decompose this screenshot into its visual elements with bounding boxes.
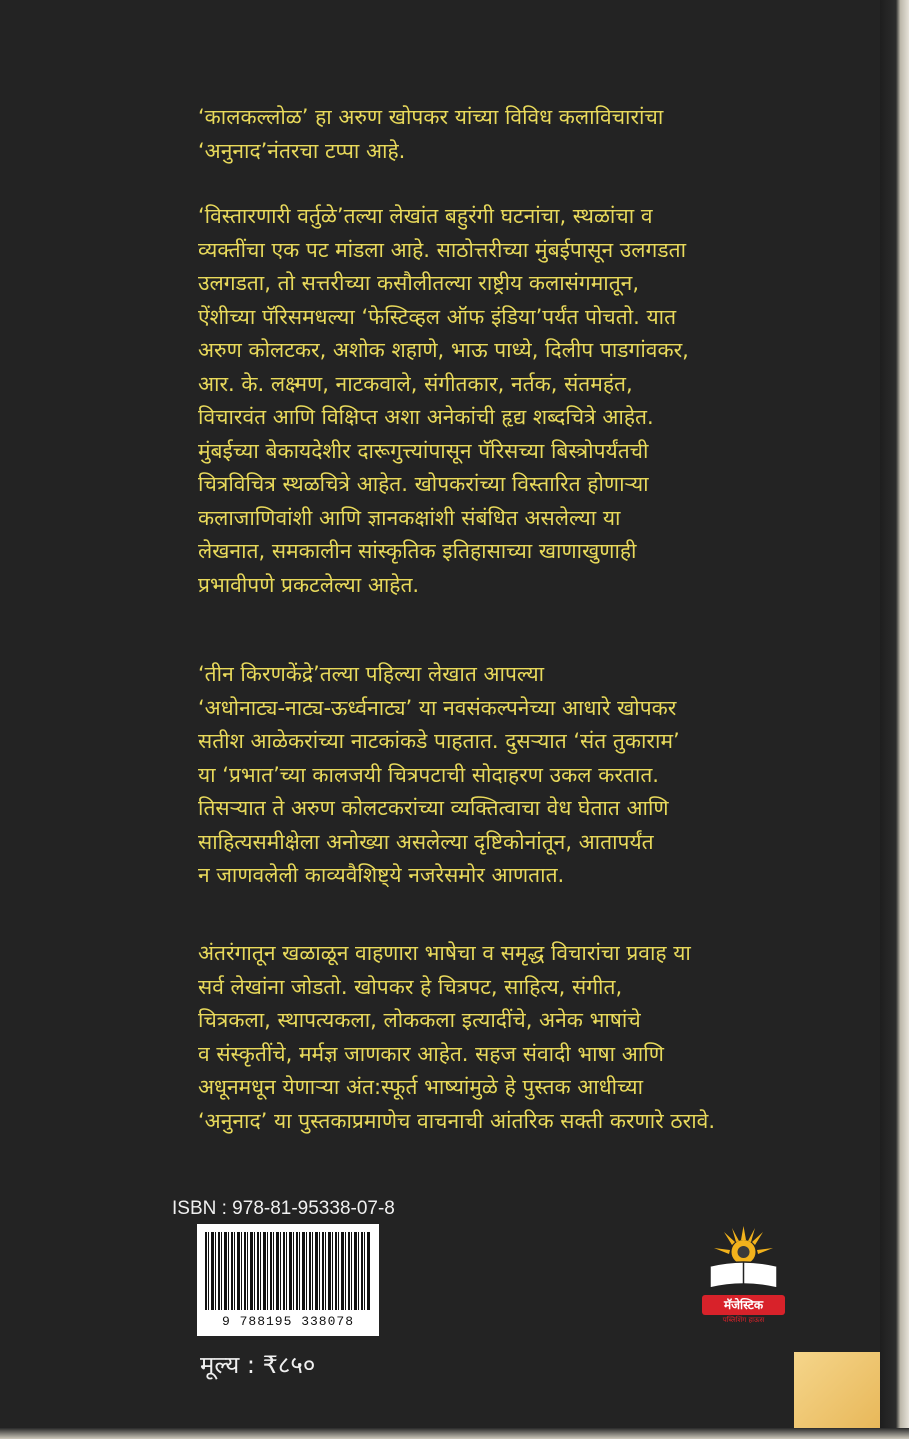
publisher-subtitle: पब्लिशिंग हाऊस	[722, 1316, 765, 1324]
blurb-paragraph-1: ‘कालकल्लोळ’ हा अरुण खोपकर यांच्या विविध कलाविचारांचा ‘अनुनाद’नंतरचा टप्पा आहे.	[198, 105, 664, 163]
isbn-label: ISBN : 978-81-95338-07-8	[172, 1198, 395, 1219]
isbn-barcode	[197, 1224, 379, 1336]
barcode-digits: 9 788195 338078	[221, 1314, 355, 1329]
publisher-name: मॅजेस्टिक	[702, 1295, 785, 1315]
cover-bottom-edge	[0, 1428, 909, 1439]
blurb-paragraph-2: ‘विस्तारणारी वर्तुळे’तल्या लेखांत बहुरंगी घटनांचा, स्थळांचा व व्यक्तींचा एक पट मांडला आहे. साठोत्तरीच्या मुंबईपासून उलगडता उलगडता, तो सत्तरीच्या कसौलीतल्या राष्ट्रीय कलासंगमातून, ऐंशीच्या पॅरिसमधल्या ‘फेस्टिव्हल ऑफ इंडिया’पर्यंत पोचतो. यात अरुण कोलटकर, अशोक शहाणे, भाऊ पाध्ये, दिलीप पाडगांवकर, आर. के. लक्ष्मण, नाटकवाले, संगीतकार, नर्तक, संतमहंत, विचारवंत आणि विक्षिप्त अशा अनेकांची हृद्य शब्दचित्रे आहेत. मुंबईच्या बेकायदेशीर दारूगुत्त्यांपासून पॅरिसच्या बिस्त्रोपर्यंतची चित्रविचित्र स्थळचित्रे आहेत. खोपकरांच्या विस्तारित होणाऱ्या कलाजाणिवांशी आणि ज्ञानकक्षांशी संबंधित असलेल्या या लेखनात, समकालीन सांस्कृतिक इतिहासाच्या खाणाखुणाही प्रभावीपणे प्रकटलेल्या आहेत.	[198, 204, 689, 597]
sun-book-icon	[702, 1222, 785, 1294]
blurb-paragraph-3: ‘तीन किरणकेंद्रे’तल्या पहिल्या लेखात आपल्या ‘अधोनाट्य-नाट्य-ऊर्ध्वनाट्य’ या नवसंकल्पनेच्या आधारे खोपकर सतीश आळेकरांच्या नाटकांकडे पाहतात. दुसऱ्यात ‘संत तुकाराम’ या ‘प्रभात’च्या कालजयी चित्रपटाची सोदाहरण उकल करतात. तिसऱ्यात ते अरुण कोलटकरांच्या व्यक्तित्वाचा वेध घेतात आणि साहित्यसमीक्षेला अनोख्या असलेल्या दृष्टिकोनांतून, आतापर्यंत न जाणवलेली काव्यवैशिष्ट्ये नजरेसमोर आणतात.	[198, 662, 680, 887]
barcode-bars	[205, 1232, 371, 1310]
price-label: मूल्य : ₹८५०	[200, 1351, 316, 1379]
blurb-paragraph-4: अंतरंगातून खळाळून वाहणारा भाषेचा व समृद्ध विचारांचा प्रवाह या सर्व लेखांना जोडतो. खोपकर हे चित्रपट, साहित्य, संगीत, चित्रकला, स्थापत्यकला, लोककला इत्यादींचे, अनेक भाषांचे व संस्कृतींचे, मर्मज्ञ जाणकार आहेत. सहज संवादी भाषा आणि अधूनमधून येणाऱ्या अंत:स्फूर्त भाष्यांमुळे हे पुस्तक आधीच्या ‘अनुनाद’ या पुस्तकाप्रमाणेच वाचनाची आंतरिक सक्ती करणारे ठरावे.	[198, 941, 716, 1133]
publisher-logo	[702, 1222, 785, 1325]
cover-edge	[880, 0, 909, 1439]
corner-sticker	[794, 1352, 880, 1428]
